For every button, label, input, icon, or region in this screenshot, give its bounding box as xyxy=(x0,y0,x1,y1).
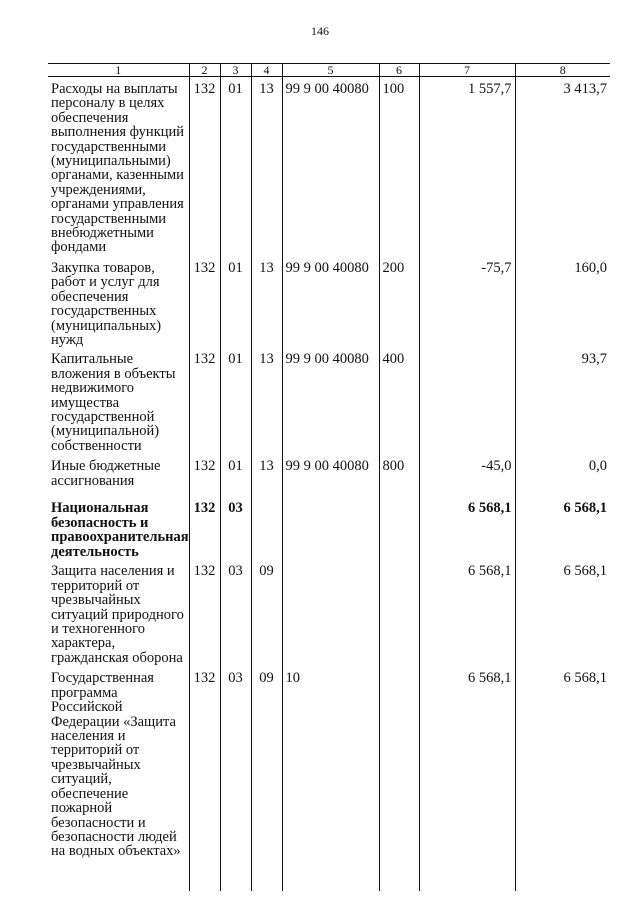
column-header-6: 6 xyxy=(379,64,419,77)
cell-admin-code: 132 xyxy=(189,256,220,347)
cell-section: 03 xyxy=(220,559,251,666)
cell-section: 01 xyxy=(220,347,251,454)
column-header-5: 5 xyxy=(282,64,379,77)
row-name: Закупка товаров, работ и услуг для обеспечения государственных (муниципальных) нужд xyxy=(51,260,162,349)
cell-expense-type xyxy=(379,559,419,666)
column-header-2: 2 xyxy=(189,64,220,77)
cell-target-article xyxy=(282,559,379,666)
cell-amount-col8: 0,0 xyxy=(515,454,610,496)
table-row xyxy=(48,559,610,666)
cell-admin-code: 132 xyxy=(189,454,220,496)
cell-subsection xyxy=(251,496,282,559)
cell-section: 01 xyxy=(220,454,251,496)
cell-subsection: 13 xyxy=(251,77,282,257)
column-header-4: 4 xyxy=(251,64,282,77)
cell-admin-code: 132 xyxy=(189,347,220,454)
cell-subsection: 09 xyxy=(251,666,282,891)
cell-amount-col8: 6 568,1 xyxy=(515,496,610,559)
table-row xyxy=(48,666,610,891)
cell-expense-type: 200 xyxy=(379,256,419,347)
cell-amount-col7: 6 568,1 xyxy=(419,559,515,666)
cell-admin-code: 132 xyxy=(189,496,220,559)
column-header-7: 7 xyxy=(419,64,515,77)
cell-target-article: 10 xyxy=(282,666,379,891)
cell-amount-col8: 3 413,7 xyxy=(515,77,610,257)
row-name: Расходы на выплаты персоналу в целях обеспечения выполнения функций государственными (муниципальными) органами, казенными учреждениями, органами управления государственными внебюджетными фондами xyxy=(51,81,185,256)
cell-subsection: 09 xyxy=(251,559,282,666)
cell-subsection: 13 xyxy=(251,256,282,347)
cell-target-article: 99 9 00 40080 xyxy=(282,256,379,347)
cell-amount-col7: -75,7 xyxy=(419,256,515,347)
cell-admin-code: 132 xyxy=(189,77,220,257)
table-row-section xyxy=(48,496,610,559)
cell-expense-type: 400 xyxy=(379,347,419,454)
cell-amount-col7: 1 557,7 xyxy=(419,77,515,257)
cell-amount-col7: -45,0 xyxy=(419,454,515,496)
row-name: Национальная безопасность и правоохранительная деятельность xyxy=(51,500,189,560)
cell-amount-col7: 6 568,1 xyxy=(419,496,515,559)
cell-expense-type xyxy=(379,666,419,891)
row-name: Защита населения и территорий от чрезвычайных ситуаций природного и техногенного характера, гражданская оборона xyxy=(51,563,184,666)
table-row xyxy=(48,256,610,347)
cell-section: 03 xyxy=(220,666,251,891)
table-row xyxy=(48,454,610,496)
row-name: Капитальные вложения в объекты недвижимого имущества государственной (муниципальной) собственности xyxy=(51,351,176,454)
cell-target-article xyxy=(282,496,379,559)
row-name: Иные бюджетные ассигнования xyxy=(51,458,161,489)
cell-amount-col7 xyxy=(419,347,515,454)
page-number: 146 xyxy=(311,24,329,38)
cell-expense-type: 100 xyxy=(379,77,419,257)
cell-amount-col8: 93,7 xyxy=(515,347,610,454)
column-header-1: 1 xyxy=(48,64,189,77)
cell-section: 01 xyxy=(220,256,251,347)
table-row xyxy=(48,347,610,454)
header-row xyxy=(48,64,610,77)
row-name: Государственная программа Российской Федерации «Защита населения и территорий от чрезвычайных ситуаций, обеспечение пожарной безопасности и безопасности людей на водных объектах» xyxy=(51,670,181,860)
cell-target-article: 99 9 00 40080 xyxy=(282,347,379,454)
cell-section: 01 xyxy=(220,77,251,257)
cell-expense-type: 800 xyxy=(379,454,419,496)
cell-subsection: 13 xyxy=(251,454,282,496)
cell-amount-col8: 160,0 xyxy=(515,256,610,347)
cell-admin-code: 132 xyxy=(189,666,220,891)
cell-amount-col7: 6 568,1 xyxy=(419,666,515,891)
table-header xyxy=(48,64,610,77)
cell-expense-type xyxy=(379,496,419,559)
cell-admin-code: 132 xyxy=(189,559,220,666)
cell-target-article: 99 9 00 40080 xyxy=(282,454,379,496)
budget-table xyxy=(48,63,610,891)
cell-section: 03 xyxy=(220,496,251,559)
cell-amount-col8: 6 568,1 xyxy=(515,559,610,666)
table-row xyxy=(48,77,610,257)
column-header-8: 8 xyxy=(515,64,610,77)
cell-target-article: 99 9 00 40080 xyxy=(282,77,379,257)
column-header-3: 3 xyxy=(220,64,251,77)
cell-subsection: 13 xyxy=(251,347,282,454)
table-body xyxy=(48,77,610,892)
cell-amount-col8: 6 568,1 xyxy=(515,666,610,891)
